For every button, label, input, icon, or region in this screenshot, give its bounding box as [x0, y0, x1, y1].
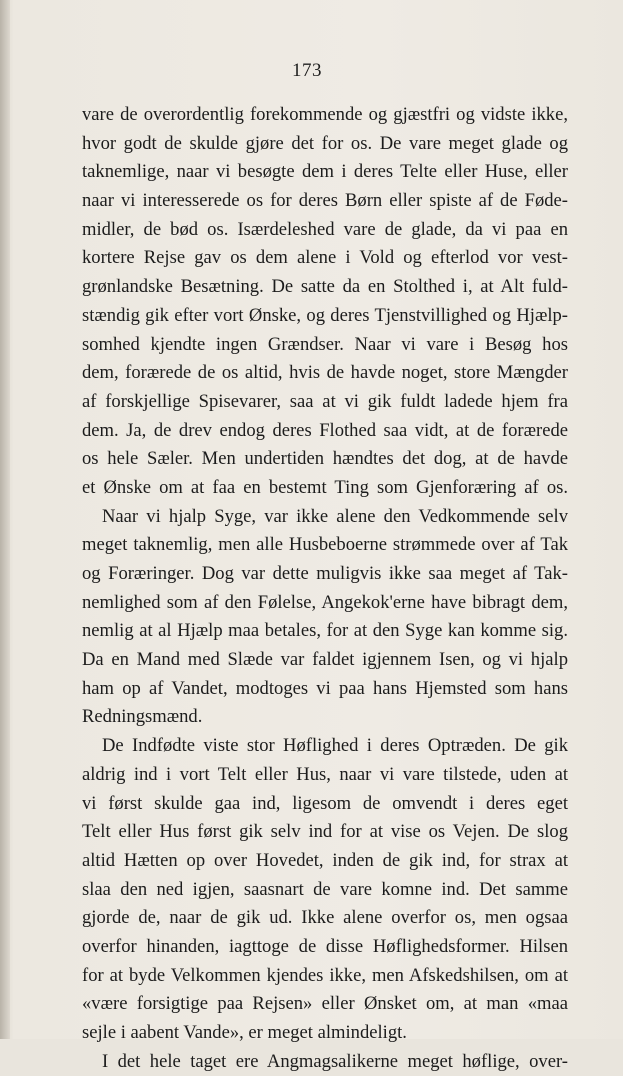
text-line: vi først skulde gaa ind, ligesom de omvendt i deres eget [82, 792, 568, 814]
text-line: dem. Ja, de drev endog deres Flothed saa vidt, at de forærede [82, 419, 568, 441]
text-line: Da en Mand med Slæde var faldet igjennem Isen, og vi hjalp [82, 649, 568, 671]
text-line: Redningsmænd. [82, 706, 203, 728]
text-line: nemlighed som af den Følelse, Angekok'erne have bibragt dem, [82, 591, 568, 613]
text-line: sejle i aabent Vande», er meget almindeligt. [82, 1022, 407, 1043]
text-line: hvor godt de skulde gjøre det for os. De vare meget glade og [82, 132, 568, 154]
text-line: af forskjellige Spisevarer, saa at vi gik fuldt ladede hjem fra [82, 390, 568, 412]
body-text [82, 101, 568, 1076]
text-line: De Indfødte viste stor Høflighed i deres Optræden. De gik [102, 735, 568, 757]
text-line: taknemlige, naar vi besøgte dem i deres Telte eller Huse, eller [82, 161, 568, 183]
text-line: for at byde Velkommen kjendes ikke, men Afskedshilsen, om at [82, 964, 568, 986]
text-line: Naar vi hjalp Syge, var ikke alene den Vedkommende selv [102, 505, 568, 527]
text-line: aldrig ind i vort Telt eller Hus, naar vi vare tilstede, uden at [82, 763, 568, 785]
text-line: vare de overordentlig forekommende og gjæstfri og vidste ikke, [82, 104, 568, 125]
text-line: midler, de bød os. Isærdeleshed vare de glade, da vi paa en [82, 218, 568, 240]
text-line: «være forsigtige paa Rejsen» eller Ønsket om, at man «maa [82, 993, 568, 1015]
text-line: grønlandske Besætning. De satte da en Stolthed i, at Alt fuld- [82, 276, 568, 298]
page-number: 173 [292, 60, 322, 81]
text-line: altid Hætten op over Hovedet, inden de gik ind, for strax at [82, 849, 568, 871]
text-line: kortere Rejse gav os dem alene i Vold og efterlod vor vest- [82, 247, 568, 269]
text-line: Telt eller Hus først gik selv ind for at vise os Vejen. De slog [82, 821, 568, 843]
text-line: dem, forærede de os altid, hvis de havde noget, store Mængder [82, 362, 568, 384]
text-line: et Ønske om at faa en bestemt Ting som Gjenforæring af os. [82, 476, 568, 498]
page-spine-shadow [0, 0, 10, 1039]
text-line: naar vi interesserede os for deres Børn eller spiste af de Føde- [82, 190, 568, 212]
text-line: meget taknemlig, men alle Husbeboerne strømmede over af Tak [82, 534, 568, 556]
text-line: nemlig at al Hjælp maa betales, for at den Syge kan komme sig. [82, 620, 568, 642]
text-line: gjorde de, naar de gik ud. Ikke alene overfor os, men ogsaa [82, 907, 568, 929]
text-line: stændig gik efter vort Ønske, og deres Tjenstvillighed og Hjælp- [82, 304, 568, 326]
text-line: slaa den ned igjen, saasnart de vare komne ind. Det samme [82, 878, 568, 900]
text-line: os hele Sæler. Men undertiden hændtes det dog, at de havde [82, 448, 568, 470]
text-line: ham op af Vandet, modtoges vi paa hans Hjemsted som hans [82, 677, 568, 699]
text-line: og Foræringer. Dog var dette muligvis ikke saa meget af Tak- [82, 563, 568, 584]
text-line: overfor hinanden, iagttoge de disse Høflighedsformer. Hilsen [82, 935, 568, 957]
text-line: somhed kjendte ingen Grændser. Naar vi vare i Besøg hos [82, 333, 568, 355]
text-line: I det hele taget ere Angmagsalikerne meget høflige, over- [102, 1050, 568, 1072]
